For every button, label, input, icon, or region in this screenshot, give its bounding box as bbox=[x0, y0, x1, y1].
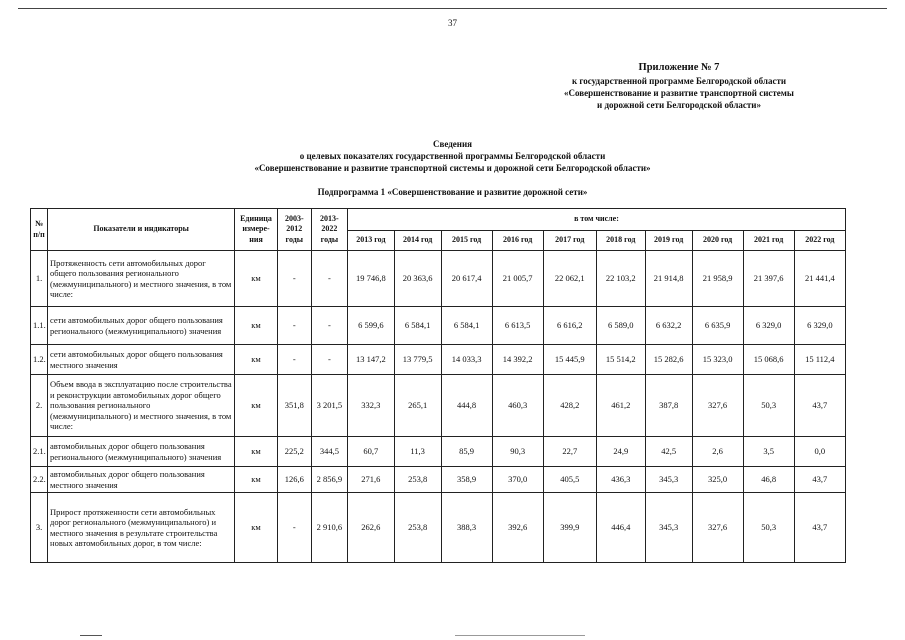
row-year-value: 6 616,2 bbox=[543, 307, 596, 345]
row-year-value: 345,3 bbox=[645, 493, 692, 563]
row-year-value: 14 033,3 bbox=[441, 345, 492, 375]
header-2013-2022: 2013- 2022 годы bbox=[311, 209, 347, 251]
row-year-value: 46,8 bbox=[743, 467, 794, 493]
row-value-2013-2022: - bbox=[311, 345, 347, 375]
row-indicator-name: автомобильных дорог общего пользования местного значения bbox=[48, 467, 235, 493]
row-value-2013-2022: - bbox=[311, 307, 347, 345]
table-row bbox=[31, 375, 846, 437]
row-value-2013-2022: 344,5 bbox=[311, 437, 347, 467]
row-year-value: 332,3 bbox=[347, 375, 394, 437]
header-year: 2016 год bbox=[492, 231, 543, 251]
row-year-value: 392,6 bbox=[492, 493, 543, 563]
row-unit: км bbox=[235, 251, 278, 307]
row-unit: км bbox=[235, 467, 278, 493]
row-value-2013-2022: 3 201,5 bbox=[311, 375, 347, 437]
header-year: 2019 год bbox=[645, 231, 692, 251]
row-year-value: 6 584,1 bbox=[394, 307, 441, 345]
row-number: 1. bbox=[31, 251, 48, 307]
header-year: 2020 год bbox=[692, 231, 743, 251]
table-row bbox=[31, 251, 846, 307]
row-year-value: 14 392,2 bbox=[492, 345, 543, 375]
table-row bbox=[31, 467, 846, 493]
row-year-value: 2,6 bbox=[692, 437, 743, 467]
row-value-2003-2012: 126,6 bbox=[277, 467, 311, 493]
row-year-value: 6 613,5 bbox=[492, 307, 543, 345]
footer-mark-left bbox=[80, 635, 102, 636]
row-number: 2.2. bbox=[31, 467, 48, 493]
row-year-value: 15 282,6 bbox=[645, 345, 692, 375]
row-value-2013-2022: 2 910,6 bbox=[311, 493, 347, 563]
row-year-value: 42,5 bbox=[645, 437, 692, 467]
row-year-value: 6 599,6 bbox=[347, 307, 394, 345]
row-value-2003-2012: - bbox=[277, 307, 311, 345]
row-number: 3. bbox=[31, 493, 48, 563]
row-number: 1.1. bbox=[31, 307, 48, 345]
row-year-value: 0,0 bbox=[794, 437, 845, 467]
appendix-block bbox=[519, 62, 839, 111]
row-indicator-name: автомобильных дорог общего пользования регионального (межмуниципального) значения bbox=[48, 437, 235, 467]
subprogram-title: Подпрограмма 1 «Совершенствование и развитие дорожной сети» bbox=[317, 187, 588, 197]
row-unit: км bbox=[235, 345, 278, 375]
row-value-2003-2012: 351,8 bbox=[277, 375, 311, 437]
row-year-value: 436,3 bbox=[596, 467, 645, 493]
row-number: 2.1. bbox=[31, 437, 48, 467]
row-year-value: 327,6 bbox=[692, 375, 743, 437]
appendix-line-2: «Совершенствование и развитие транспортной системы bbox=[564, 88, 794, 98]
row-indicator-name: Объем ввода в эксплуатацию после строительства и реконструкции автомобильных дорог общего пользования регионального (межмуниципального) и местного значения, в том числе: bbox=[48, 375, 235, 437]
row-year-value: 20 617,4 bbox=[441, 251, 492, 307]
row-year-value: 24,9 bbox=[596, 437, 645, 467]
row-year-value: 21 397,6 bbox=[743, 251, 794, 307]
row-year-value: 253,8 bbox=[394, 493, 441, 563]
row-number: 1.2. bbox=[31, 345, 48, 375]
row-year-value: 358,9 bbox=[441, 467, 492, 493]
table-row bbox=[31, 437, 846, 467]
row-value-2013-2022: 2 856,9 bbox=[311, 467, 347, 493]
row-year-value: 60,7 bbox=[347, 437, 394, 467]
row-year-value: 15 445,9 bbox=[543, 345, 596, 375]
row-year-value: 428,2 bbox=[543, 375, 596, 437]
document-heading bbox=[0, 138, 905, 198]
row-value-2003-2012: - bbox=[277, 251, 311, 307]
row-year-value: 345,3 bbox=[645, 467, 692, 493]
row-year-value: 6 635,9 bbox=[692, 307, 743, 345]
row-indicator-name: Прирост протяженности сети автомобильных дорог регионального (межмуниципального) и местного значения в результате строительства новых автомобильных дорог, в том числе: bbox=[48, 493, 235, 563]
row-year-value: 22 103,2 bbox=[596, 251, 645, 307]
row-year-value: 43,7 bbox=[794, 493, 845, 563]
footer-mark-right bbox=[455, 635, 585, 636]
row-year-value: 370,0 bbox=[492, 467, 543, 493]
row-year-value: 399,9 bbox=[543, 493, 596, 563]
header-year: 2021 год bbox=[743, 231, 794, 251]
header-unit: Единица измере- ния bbox=[235, 209, 278, 251]
row-year-value: 444,8 bbox=[441, 375, 492, 437]
row-year-value: 21 005,7 bbox=[492, 251, 543, 307]
row-year-value: 22 062,1 bbox=[543, 251, 596, 307]
header-2003-2012: 2003- 2012 годы bbox=[277, 209, 311, 251]
row-year-value: 265,1 bbox=[394, 375, 441, 437]
row-year-value: 253,8 bbox=[394, 467, 441, 493]
row-value-2003-2012: - bbox=[277, 493, 311, 563]
row-year-value: 6 584,1 bbox=[441, 307, 492, 345]
row-year-value: 325,0 bbox=[692, 467, 743, 493]
row-unit: км bbox=[235, 493, 278, 563]
row-year-value: 20 363,6 bbox=[394, 251, 441, 307]
row-year-value: 6 589,0 bbox=[596, 307, 645, 345]
row-year-value: 15 514,2 bbox=[596, 345, 645, 375]
row-value-2003-2012: - bbox=[277, 345, 311, 375]
row-year-value: 21 441,4 bbox=[794, 251, 845, 307]
row-year-value: 22,7 bbox=[543, 437, 596, 467]
header-num: № п/п bbox=[31, 209, 48, 251]
row-year-value: 43,7 bbox=[794, 467, 845, 493]
table-row bbox=[31, 307, 846, 345]
row-year-value: 13 147,2 bbox=[347, 345, 394, 375]
row-number: 2. bbox=[31, 375, 48, 437]
row-year-value: 43,7 bbox=[794, 375, 845, 437]
row-year-value: 50,3 bbox=[743, 375, 794, 437]
row-year-value: 388,3 bbox=[441, 493, 492, 563]
appendix-title: Приложение № 7 bbox=[638, 62, 720, 73]
row-year-value: 461,2 bbox=[596, 375, 645, 437]
header-year: 2015 год bbox=[441, 231, 492, 251]
row-year-value: 19 746,8 bbox=[347, 251, 394, 307]
row-year-value: 460,3 bbox=[492, 375, 543, 437]
header-year: 2014 год bbox=[394, 231, 441, 251]
row-year-value: 271,6 bbox=[347, 467, 394, 493]
table-row bbox=[31, 493, 846, 563]
row-year-value: 6 632,2 bbox=[645, 307, 692, 345]
row-year-value: 15 112,4 bbox=[794, 345, 845, 375]
appendix-line-1: к государственной программе Белгородской области bbox=[571, 76, 787, 86]
row-year-value: 405,5 bbox=[543, 467, 596, 493]
row-year-value: 446,4 bbox=[596, 493, 645, 563]
row-unit: км bbox=[235, 375, 278, 437]
row-year-value: 11,3 bbox=[394, 437, 441, 467]
appendix-line-3: и дорожной сети Белгородской области» bbox=[597, 100, 761, 110]
header-year: 2013 год bbox=[347, 231, 394, 251]
row-unit: км bbox=[235, 437, 278, 467]
header-year: 2022 год bbox=[794, 231, 845, 251]
row-year-value: 262,6 bbox=[347, 493, 394, 563]
row-value-2013-2022: - bbox=[311, 251, 347, 307]
row-unit: км bbox=[235, 307, 278, 345]
header-year: 2017 год bbox=[543, 231, 596, 251]
heading-title: Сведения bbox=[432, 139, 473, 149]
heading-line-1: о целевых показателях государственной программы Белгородской области bbox=[299, 151, 606, 161]
page-number: 37 bbox=[448, 18, 457, 28]
header-including: в том числе: bbox=[347, 209, 845, 231]
table-row bbox=[31, 345, 846, 375]
header-year: 2018 год bbox=[596, 231, 645, 251]
row-year-value: 50,3 bbox=[743, 493, 794, 563]
header-indicator: Показатели и индикаторы bbox=[48, 209, 235, 251]
row-year-value: 21 958,9 bbox=[692, 251, 743, 307]
heading-line-2: «Совершенствование и развитие транспортной системы и дорожной сети Белгородской области» bbox=[254, 163, 651, 173]
row-year-value: 90,3 bbox=[492, 437, 543, 467]
row-indicator-name: сети автомобильных дорог общего пользования регионального (межмуниципального) значения bbox=[48, 307, 235, 345]
row-value-2003-2012: 225,2 bbox=[277, 437, 311, 467]
row-year-value: 6 329,0 bbox=[743, 307, 794, 345]
row-year-value: 327,6 bbox=[692, 493, 743, 563]
row-year-value: 3,5 bbox=[743, 437, 794, 467]
row-indicator-name: сети автомобильных дорог общего пользования местного значения bbox=[48, 345, 235, 375]
indicators-table bbox=[30, 208, 846, 563]
top-border-line bbox=[18, 8, 887, 9]
row-year-value: 13 779,5 bbox=[394, 345, 441, 375]
row-year-value: 6 329,0 bbox=[794, 307, 845, 345]
row-indicator-name: Протяженность сети автомобильных дорог общего пользования регионального (межмуниципального) и местного значения, в том числе: bbox=[48, 251, 235, 307]
row-year-value: 15 068,6 bbox=[743, 345, 794, 375]
row-year-value: 21 914,8 bbox=[645, 251, 692, 307]
row-year-value: 15 323,0 bbox=[692, 345, 743, 375]
row-year-value: 85,9 bbox=[441, 437, 492, 467]
row-year-value: 387,8 bbox=[645, 375, 692, 437]
